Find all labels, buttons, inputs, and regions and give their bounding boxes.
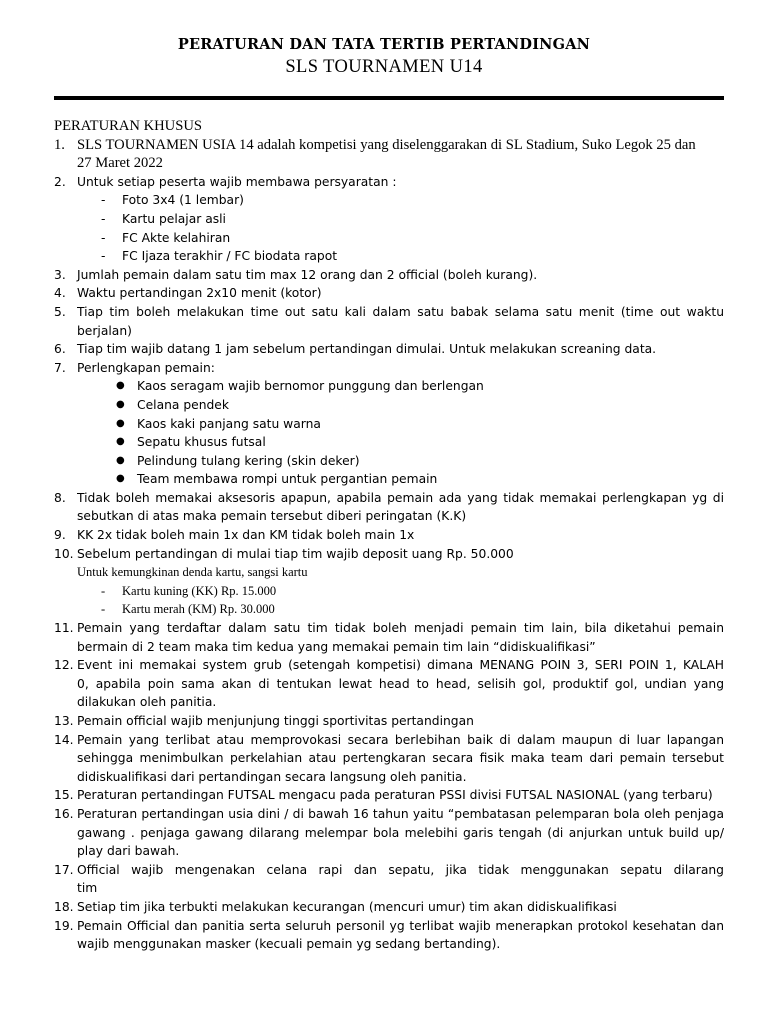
document-subtitle: SLS TOURNAMEN U14 <box>285 57 483 77</box>
rule-number: 17. <box>54 862 74 877</box>
rule-text: didiskualifikasi dari pertandingan secara langsung oleh panitia. <box>77 769 467 784</box>
bullet-marker: ● <box>116 454 125 466</box>
rule-4 <box>54 284 724 303</box>
rule-number: 18. <box>54 899 74 914</box>
rule-text: sehingga menimbulkan perkelahian atau pertengkaran secara fisik maka team dari pemain tersebut <box>77 751 724 766</box>
rule-text: tim <box>77 881 98 896</box>
rule-11-cont <box>54 638 724 657</box>
rule-number: 5. <box>54 304 66 319</box>
rule-number: 16. <box>54 806 74 821</box>
rule-15 <box>54 786 724 805</box>
rule-7 <box>54 359 724 378</box>
dash-marker: - <box>101 583 106 598</box>
rule-text: Tidak boleh memakai aksesoris apapun, apabila pemain ada yang tidak memakai perlengkapan yg di <box>77 490 724 505</box>
list-item: ● Pelindung tulang kering (skin deker) <box>54 452 724 471</box>
dash-marker: - <box>101 211 106 226</box>
rule-19 <box>54 917 724 936</box>
rule-text: sebutkan di atas maka pemain tersebut diberi peringatan (K.K) <box>77 509 467 524</box>
rule-16-cont <box>54 824 724 843</box>
rule-number: 15. <box>54 788 74 803</box>
list-item: ● Sepatu khusus futsal <box>54 433 724 452</box>
list-item: ● Celana pendek <box>54 396 724 415</box>
rule-17 <box>54 861 724 880</box>
rule-5 <box>54 303 724 322</box>
rule-number: 4. <box>54 286 66 301</box>
rule-number: 9. <box>54 528 66 543</box>
list-item: - Kartu merah (KM) Rp. 30.000 <box>54 600 724 619</box>
rule-text: Peraturan pertandingan usia dini / di bawah 16 tahun yaitu “pembatasan pelemparan bola oleh penjaga <box>77 806 724 821</box>
rule-10 <box>54 545 724 564</box>
rule-14-cont <box>54 749 724 768</box>
rule-text: Jumlah pemain dalam satu tim max 12 orang dan 2 official (boleh kurang). <box>77 267 538 282</box>
rule-14 <box>54 731 724 750</box>
rule-note: Untuk kemungkinan denda kartu, sangsi kartu <box>77 565 308 580</box>
rule-2 <box>54 173 724 192</box>
rule-number: 2. <box>54 174 66 189</box>
rule-text: wajib menggunakan masker (kecuali pemain yg sedang bertanding). <box>77 937 501 952</box>
rule-text: bermain di 2 team maka tim kedua yang memakai pemain tim lain “didiskualifikasi” <box>77 639 596 654</box>
rule-number: 19. <box>54 918 74 933</box>
rule-8-cont <box>54 507 724 526</box>
rules-body <box>54 117 724 954</box>
rule-6 <box>54 340 724 359</box>
title-divider <box>54 96 724 100</box>
rule-text: Peraturan pertandingan FUTSAL mengacu pada peraturan PSSI divisi FUTSAL NASIONAL (yang terbaru) <box>77 788 713 803</box>
bullet-marker: ● <box>116 473 125 485</box>
list-item: - Foto 3x4 (1 lembar) <box>54 191 724 210</box>
list-item: - FC Ijaza terakhir / FC biodata rapot <box>54 247 724 266</box>
rule-text: Setiap tim jika terbukti melakukan kecurangan (mencuri umur) tim akan didiskualifikasi <box>77 899 617 914</box>
rule-number: 10. <box>54 546 74 561</box>
rule-number: 13. <box>54 714 74 728</box>
rule-text: Event ini memakai system grub (setengah kompetisi) dimana MENANG POIN 3, SERI POIN 1, KALAH <box>77 658 724 673</box>
rule-text: Perlengkapan pemain: <box>77 360 215 375</box>
rule-9 <box>54 526 724 545</box>
rule-1 <box>54 136 724 155</box>
rule-text: dilakukan oleh panitia. <box>77 695 217 710</box>
rule-text: gawang . penjaga gawang dilarang melempar bola melebihi garis tengah (di anjurkan untuk build up/ <box>77 825 724 840</box>
rule-text: Official wajib mengenakan celana rapi dan sepatu, jika tidak menggunakan sepatu dilarang <box>77 862 724 877</box>
rule-text: Pemain yang terlibat atau memprovokasi secara berlebihan baik di dalam maupun di luar lapangan <box>77 732 724 747</box>
rule-text: Untuk setiap peserta wajib membawa persyaratan : <box>77 174 397 189</box>
bullet-marker: ● <box>116 417 125 429</box>
rule-10-note <box>54 563 724 582</box>
dash-marker: - <box>101 230 106 245</box>
list-item: ● Kaos kaki panjang satu warna <box>54 415 724 434</box>
bullet-marker: ● <box>116 380 125 392</box>
rule-11 <box>54 619 724 638</box>
section-heading: PERATURAN KHUSUS <box>54 118 202 134</box>
rule-number: 3. <box>54 267 66 282</box>
rule-19-cont <box>54 935 724 954</box>
dash-marker: - <box>101 602 106 617</box>
rule-12-cont <box>54 693 724 712</box>
rule-text: Waktu pertandingan 2x10 menit (kotor) <box>77 286 322 301</box>
rule-number: 7. <box>54 360 66 375</box>
rule-number: 1. <box>54 136 65 153</box>
list-item: ● Kaos seragam wajib bernomor punggung dan berlengan <box>54 377 724 396</box>
rule-text: berjalan) <box>77 323 132 338</box>
document-title: PERATURAN DAN TATA TERTIB PERTANDINGAN <box>177 36 591 53</box>
rule-5-cont <box>54 322 724 341</box>
list-item: - Kartu pelajar asli <box>54 210 724 229</box>
rule-16 <box>54 805 724 824</box>
rule-text: 27 Maret 2022 <box>77 155 163 172</box>
bullet-marker: ● <box>116 398 125 410</box>
rule-text: Tiap tim wajib datang 1 jam sebelum pertandingan dimulai. Untuk melakukan screaning data. <box>77 342 657 357</box>
list-item: - FC Akte kelahiran <box>54 229 724 248</box>
rule-text: Pemain Official dan panitia serta seluruh personil yg terlibat wajib menerapkan protokol kesehatan dan <box>77 918 724 933</box>
rule-13 <box>54 712 724 731</box>
rule-18 <box>54 898 724 917</box>
rule-12-cont <box>54 675 724 694</box>
rule-text: Sebelum pertandingan di mulai tiap tim wajib deposit uang Rp. 50.000 <box>77 546 514 561</box>
rule-number: 14. <box>54 732 74 747</box>
rule-number: 11. <box>54 621 74 636</box>
rule-text: KK 2x tidak boleh main 1x dan KM tidak boleh main 1x <box>77 528 415 543</box>
rule-number: 6. <box>54 342 66 357</box>
list-item: - Kartu kuning (KK) Rp. 15.000 <box>54 582 724 601</box>
rule-text: Pemain yang terdaftar dalam satu tim tidak boleh menjadi pemain tim lain, bila diketahui pemain <box>77 621 724 636</box>
rule-3 <box>54 266 724 285</box>
rule-17-cont <box>54 879 724 898</box>
rule-text: play dari bawah. <box>77 844 180 859</box>
bullet-marker: ● <box>116 436 125 448</box>
rule-text: Tiap tim boleh melakukan time out satu kali dalam satu babak selama satu menit (time out waktu <box>77 304 724 319</box>
list-item: ● Team membawa rompi untuk pergantian pemain <box>54 470 724 489</box>
rule-8 <box>54 489 724 508</box>
rule-text: 0, apabila poin sama akan di tentukan lewat head to head, selisih gol, produktif gol, undian yang <box>77 676 724 691</box>
rule-12 <box>54 656 724 675</box>
dash-marker: - <box>101 193 106 208</box>
rule-text: SLS TOURNAMEN USIA 14 adalah kompetisi yang diselenggarakan di SL Stadium, Suko Legok 25 dan <box>77 136 696 153</box>
dash-marker: - <box>101 249 106 264</box>
rule-16-cont <box>54 842 724 861</box>
rule-number: 12. <box>54 658 74 673</box>
rule-number: 8. <box>54 490 66 505</box>
rule-14-cont <box>54 768 724 787</box>
rule-1-cont <box>54 154 724 173</box>
rule-text: Pemain official wajib menjunjung tinggi sportivitas pertandingan <box>77 714 474 728</box>
